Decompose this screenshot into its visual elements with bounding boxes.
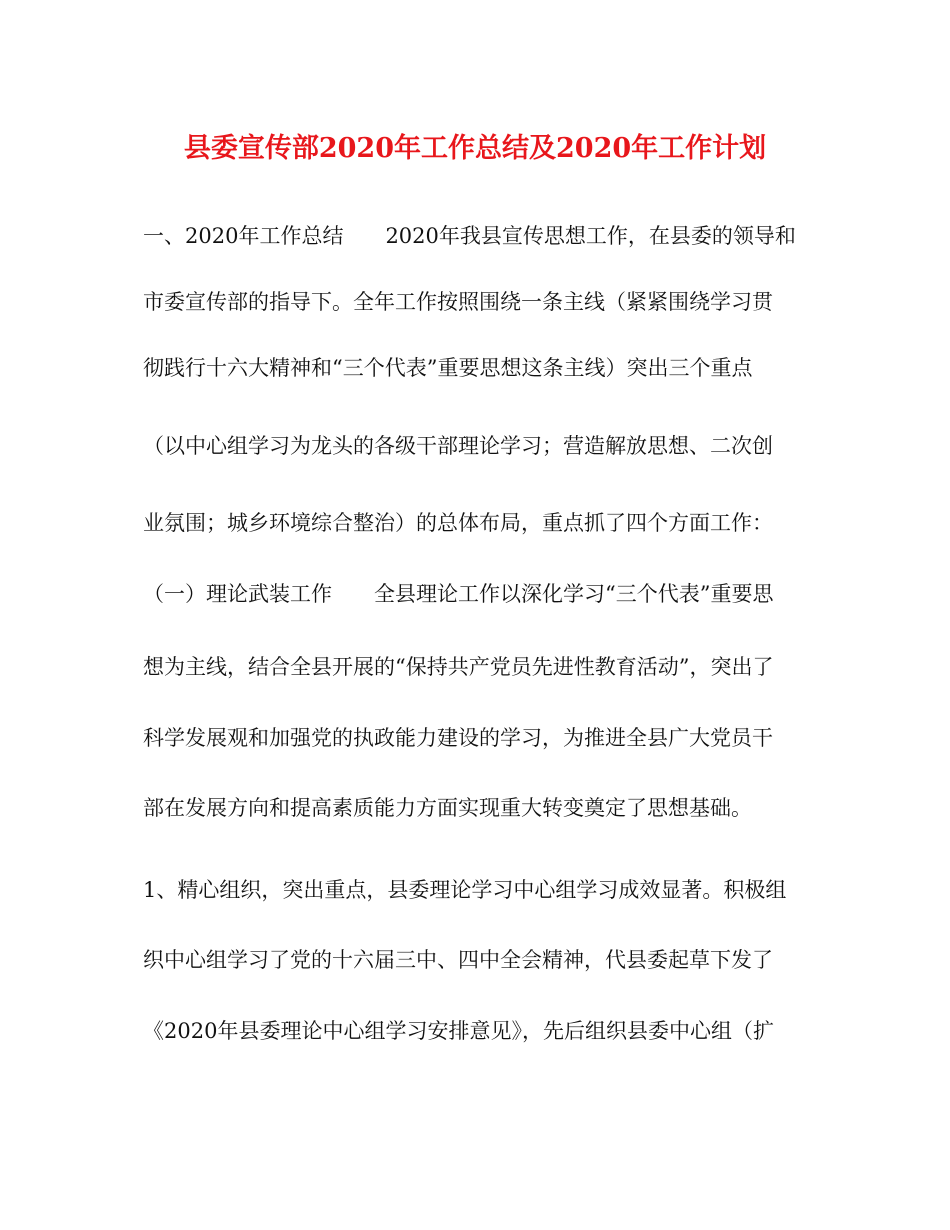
body-line-12: 《2020年县委理论中心组学习安排意见》，先后组织县委中心组（扩 <box>143 1019 774 1043</box>
body-line-9: 部在发展方向和提高素质能力方面实现重大转变奠定了思想基础。 <box>143 796 752 820</box>
body-line-1: 一、2020年工作总结 2020年我县宣传思想工作，在县委的领导和 <box>143 224 796 248</box>
body-line-6: （一）理论武装工作 全县理论工作以深化学习“三个代表”重要思 <box>143 582 774 606</box>
document-title: 县委宣传部2020年工作总结及2020年工作计划 <box>183 133 767 164</box>
body-line-2: 市委宣传部的指导下。全年工作按照围绕一条主线（紧紧围绕学习贯 <box>143 290 773 314</box>
body-line-7: 想为主线，结合全县开展的“保持共产党员先进性教育活动”，突出了 <box>143 655 774 679</box>
body-line-8: 科学发展观和加强党的执政能力建设的学习，为推进全县广大党员干 <box>143 726 773 750</box>
body-line-5: 业氛围；城乡环境综合整治）的总体布局，重点抓了四个方面工作： <box>143 511 773 535</box>
body-line-10: 1、精心组织，突出重点，县委理论学习中心组学习成效显著。积极组 <box>143 878 787 902</box>
body-line-3: 彻践行十六大精神和“三个代表”重要思想这条主线）突出三个重点 <box>143 356 753 380</box>
body-line-4: （以中心组学习为龙头的各级干部理论学习；营造解放思想、二次创 <box>143 434 773 458</box>
body-line-11: 织中心组学习了党的十六届三中、四中全会精神，代县委起草下发了 <box>143 948 773 972</box>
